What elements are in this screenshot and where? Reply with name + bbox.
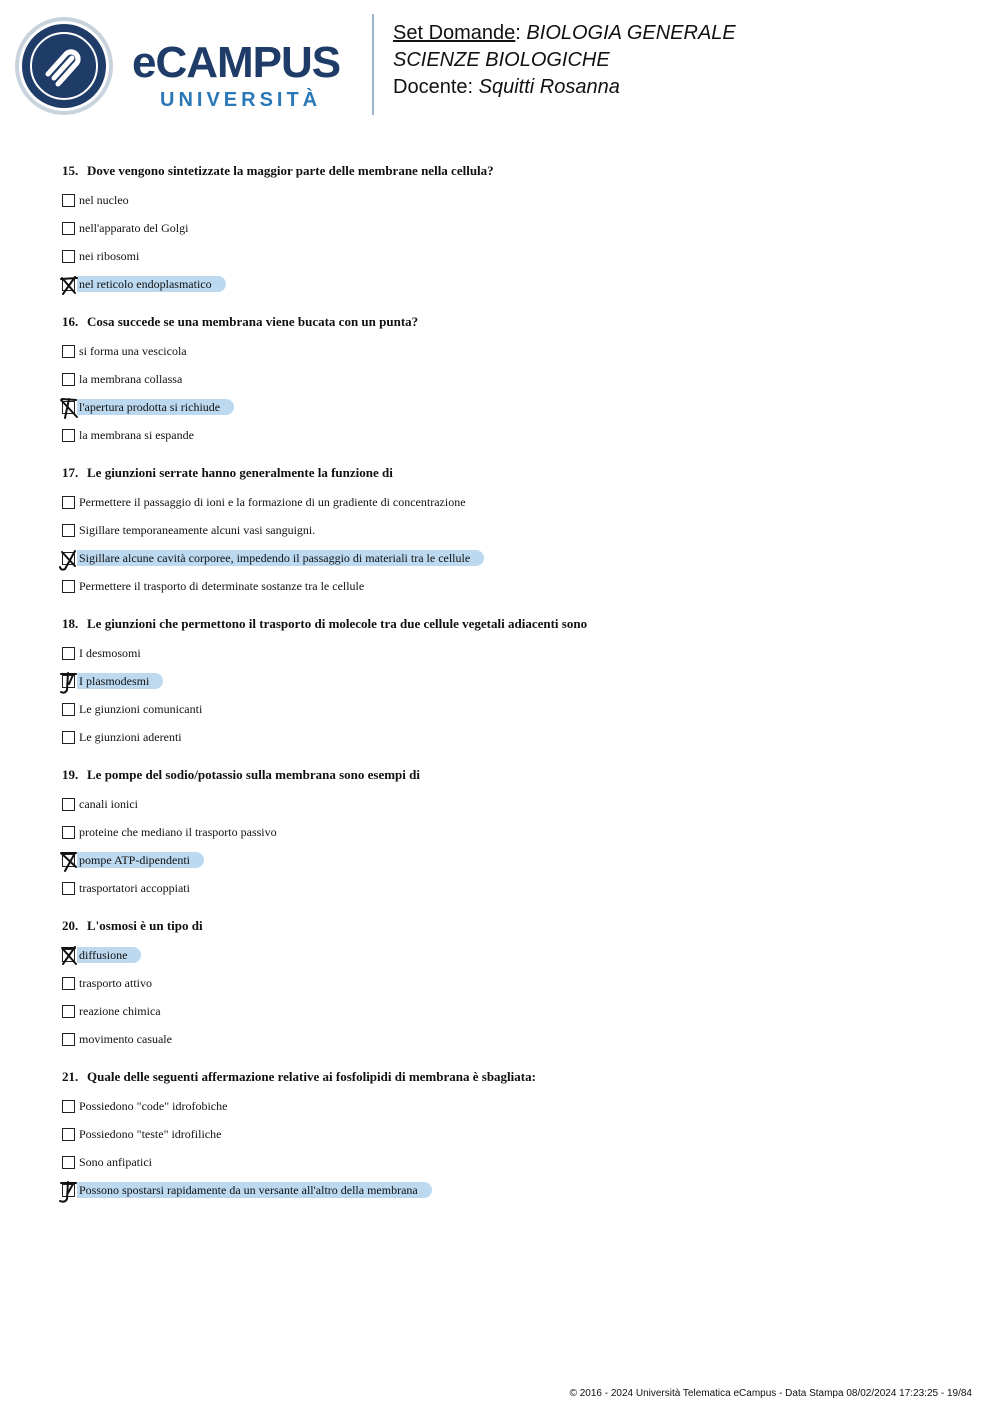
page-header xyxy=(0,0,1000,130)
question-text: Dove vengono sintetizzate la maggior parte delle membrane nella cellula? xyxy=(87,163,494,178)
question-text: L'osmosi è un tipo di xyxy=(87,918,203,933)
option-label: reazione chimica xyxy=(79,1004,161,1018)
option-label: I desmosomi xyxy=(79,646,141,660)
question-text: Le giunzioni che permettono il trasporto di molecole tra due cellule vegetali adiacenti sono xyxy=(87,616,588,631)
option-label: l'apertura prodotta si richiude xyxy=(77,399,234,415)
option-label: trasportatori accoppiati xyxy=(79,881,190,895)
option-label: Possiedono "teste" idrofiliche xyxy=(79,1127,222,1141)
answer-option[interactable] xyxy=(62,242,962,270)
checkbox[interactable] xyxy=(62,222,75,235)
question-number: 20. xyxy=(62,918,79,933)
question-20 xyxy=(62,915,962,1066)
answer-option[interactable] xyxy=(62,186,962,214)
checkbox[interactable] xyxy=(62,1033,75,1046)
option-label: pompe ATP-dipendenti xyxy=(77,852,204,868)
answer-option[interactable] xyxy=(62,270,962,298)
checkbox[interactable] xyxy=(62,1156,75,1169)
option-label: movimento casuale xyxy=(79,1032,172,1046)
handwritten-check-mark-icon xyxy=(57,273,81,297)
answer-option[interactable] xyxy=(62,846,962,874)
handwritten-check-mark-icon xyxy=(57,547,81,571)
question-17 xyxy=(62,462,962,613)
handwritten-check-mark-icon xyxy=(57,396,81,420)
answer-option[interactable] xyxy=(62,790,962,818)
question-text: Le pompe del sodio/potassio sulla membrana sono esempi di xyxy=(87,767,420,782)
question-21 xyxy=(62,1066,962,1217)
question-text: Quale delle seguenti affermazione relative ai fosfolipidi di membrana è sbagliata: xyxy=(87,1069,536,1084)
option-label: Permettere il trasporto di determinate sostanze tra le cellule xyxy=(79,579,365,593)
checkbox[interactable] xyxy=(62,882,75,895)
checkbox[interactable] xyxy=(62,345,75,358)
question-title xyxy=(62,160,962,182)
question-title xyxy=(62,1066,962,1088)
question-title xyxy=(62,915,962,937)
checkbox[interactable] xyxy=(62,250,75,263)
course: SCIENZE BIOLOGICHE xyxy=(393,49,610,71)
checkbox[interactable] xyxy=(62,1128,75,1141)
ecampus-seal-logo-icon xyxy=(14,16,114,116)
checkbox[interactable] xyxy=(62,1100,75,1113)
option-label: Sigillare alcune cavità corporee, impedendo il passaggio di materiali tra le cellule xyxy=(77,550,484,566)
brand-subtitle: UNIVERSITÀ xyxy=(160,89,322,111)
option-label: si forma una vescicola xyxy=(79,344,187,358)
teacher-label: Docente: xyxy=(393,76,474,98)
checkbox[interactable] xyxy=(62,731,75,744)
option-label: nei ribosomi xyxy=(79,249,140,263)
option-label: Le giunzioni aderenti xyxy=(79,730,182,744)
question-number: 15. xyxy=(62,163,79,178)
checkbox[interactable] xyxy=(62,647,75,660)
checkbox[interactable] xyxy=(62,194,75,207)
answer-option[interactable] xyxy=(62,695,962,723)
teacher-name: Squitti Rosanna xyxy=(478,76,620,98)
checkbox[interactable] xyxy=(62,1005,75,1018)
answer-option[interactable] xyxy=(62,1025,962,1053)
checkbox[interactable] xyxy=(62,703,75,716)
checkbox[interactable] xyxy=(62,373,75,386)
answer-option[interactable] xyxy=(62,969,962,997)
option-label: Possono spostarsi rapidamente da un versante all'altro della membrana xyxy=(77,1182,432,1198)
question-number: 21. xyxy=(62,1069,79,1084)
header-divider xyxy=(372,14,374,115)
option-label: proteine che mediano il trasporto passivo xyxy=(79,825,277,839)
brand-name: eCAMPUS xyxy=(132,38,341,87)
question-18 xyxy=(62,613,962,764)
checkbox[interactable] xyxy=(62,977,75,990)
answer-option[interactable] xyxy=(62,365,962,393)
teacher-line xyxy=(393,74,736,101)
handwritten-check-mark-icon xyxy=(57,670,81,694)
option-label: la membrana si espande xyxy=(79,428,194,442)
answer-option[interactable] xyxy=(62,997,962,1025)
question-title xyxy=(62,311,962,333)
answer-option[interactable] xyxy=(62,818,962,846)
set-line: Set Domande: BIOLOGIA GENERALE xyxy=(393,22,736,44)
checkbox[interactable] xyxy=(62,524,75,537)
answer-option[interactable] xyxy=(62,214,962,242)
header-info xyxy=(393,20,736,101)
question-16 xyxy=(62,311,962,462)
handwritten-check-mark-icon xyxy=(57,1179,81,1203)
answer-option[interactable] xyxy=(62,874,962,902)
answer-option[interactable] xyxy=(62,488,962,516)
question-19 xyxy=(62,764,962,915)
answer-option[interactable] xyxy=(62,572,962,600)
question-text: Cosa succede se una membrana viene bucata con un punta? xyxy=(87,314,419,329)
subject: BIOLOGIA GENERALE xyxy=(526,22,736,44)
checkbox[interactable] xyxy=(62,798,75,811)
answer-option[interactable] xyxy=(62,393,962,421)
option-label: Sono anfipatici xyxy=(79,1155,152,1169)
answer-option[interactable] xyxy=(62,421,962,449)
answer-option[interactable] xyxy=(62,723,962,751)
question-number: 18. xyxy=(62,616,79,631)
checkbox[interactable] xyxy=(62,580,75,593)
question-number: 19. xyxy=(62,767,79,782)
answer-option[interactable] xyxy=(62,639,962,667)
option-label: Possiedono "code" idrofobiche xyxy=(79,1099,228,1113)
checkbox[interactable] xyxy=(62,496,75,509)
option-label: nel reticolo endoplasmatico xyxy=(77,276,226,292)
option-label: diffusione xyxy=(77,947,141,963)
answer-option[interactable] xyxy=(62,516,962,544)
answer-option[interactable] xyxy=(62,941,962,969)
option-label: nel nucleo xyxy=(79,193,129,207)
question-title xyxy=(62,613,962,635)
option-label: I plasmodesmi xyxy=(77,673,163,689)
answer-option[interactable] xyxy=(62,667,962,695)
set-label: Set Domande xyxy=(393,22,516,44)
option-label: nell'apparato del Golgi xyxy=(79,221,189,235)
option-label: trasporto attivo xyxy=(79,976,152,990)
question-title xyxy=(62,764,962,786)
question-title xyxy=(62,462,962,484)
option-label: la membrana collassa xyxy=(79,372,183,386)
answer-option[interactable] xyxy=(62,544,962,572)
question-list xyxy=(62,160,962,1217)
checkbox[interactable] xyxy=(62,826,75,839)
handwritten-check-mark-icon xyxy=(57,944,81,968)
option-label: Sigillare temporaneamente alcuni vasi sanguigni. xyxy=(79,523,316,537)
option-label: Permettere il passaggio di ioni e la formazione di un gradiente di concentrazione xyxy=(79,495,466,509)
page-footer: © 2016 - 2024 Università Telematica eCampus - Data Stampa 08/02/2024 17:23:25 - 19/84 xyxy=(569,1388,972,1399)
option-label: Le giunzioni comunicanti xyxy=(79,702,203,716)
option-label: canali ionici xyxy=(79,797,138,811)
question-15 xyxy=(62,160,962,311)
answer-option[interactable] xyxy=(62,1176,962,1204)
question-text: Le giunzioni serrate hanno generalmente la funzione di xyxy=(87,465,393,480)
handwritten-check-mark-icon xyxy=(57,849,81,873)
answer-option[interactable] xyxy=(62,337,962,365)
answer-option[interactable] xyxy=(62,1120,962,1148)
answer-option[interactable] xyxy=(62,1148,962,1176)
question-number: 17. xyxy=(62,465,79,480)
answer-option[interactable] xyxy=(62,1092,962,1120)
question-number: 16. xyxy=(62,314,79,329)
checkbox[interactable] xyxy=(62,429,75,442)
